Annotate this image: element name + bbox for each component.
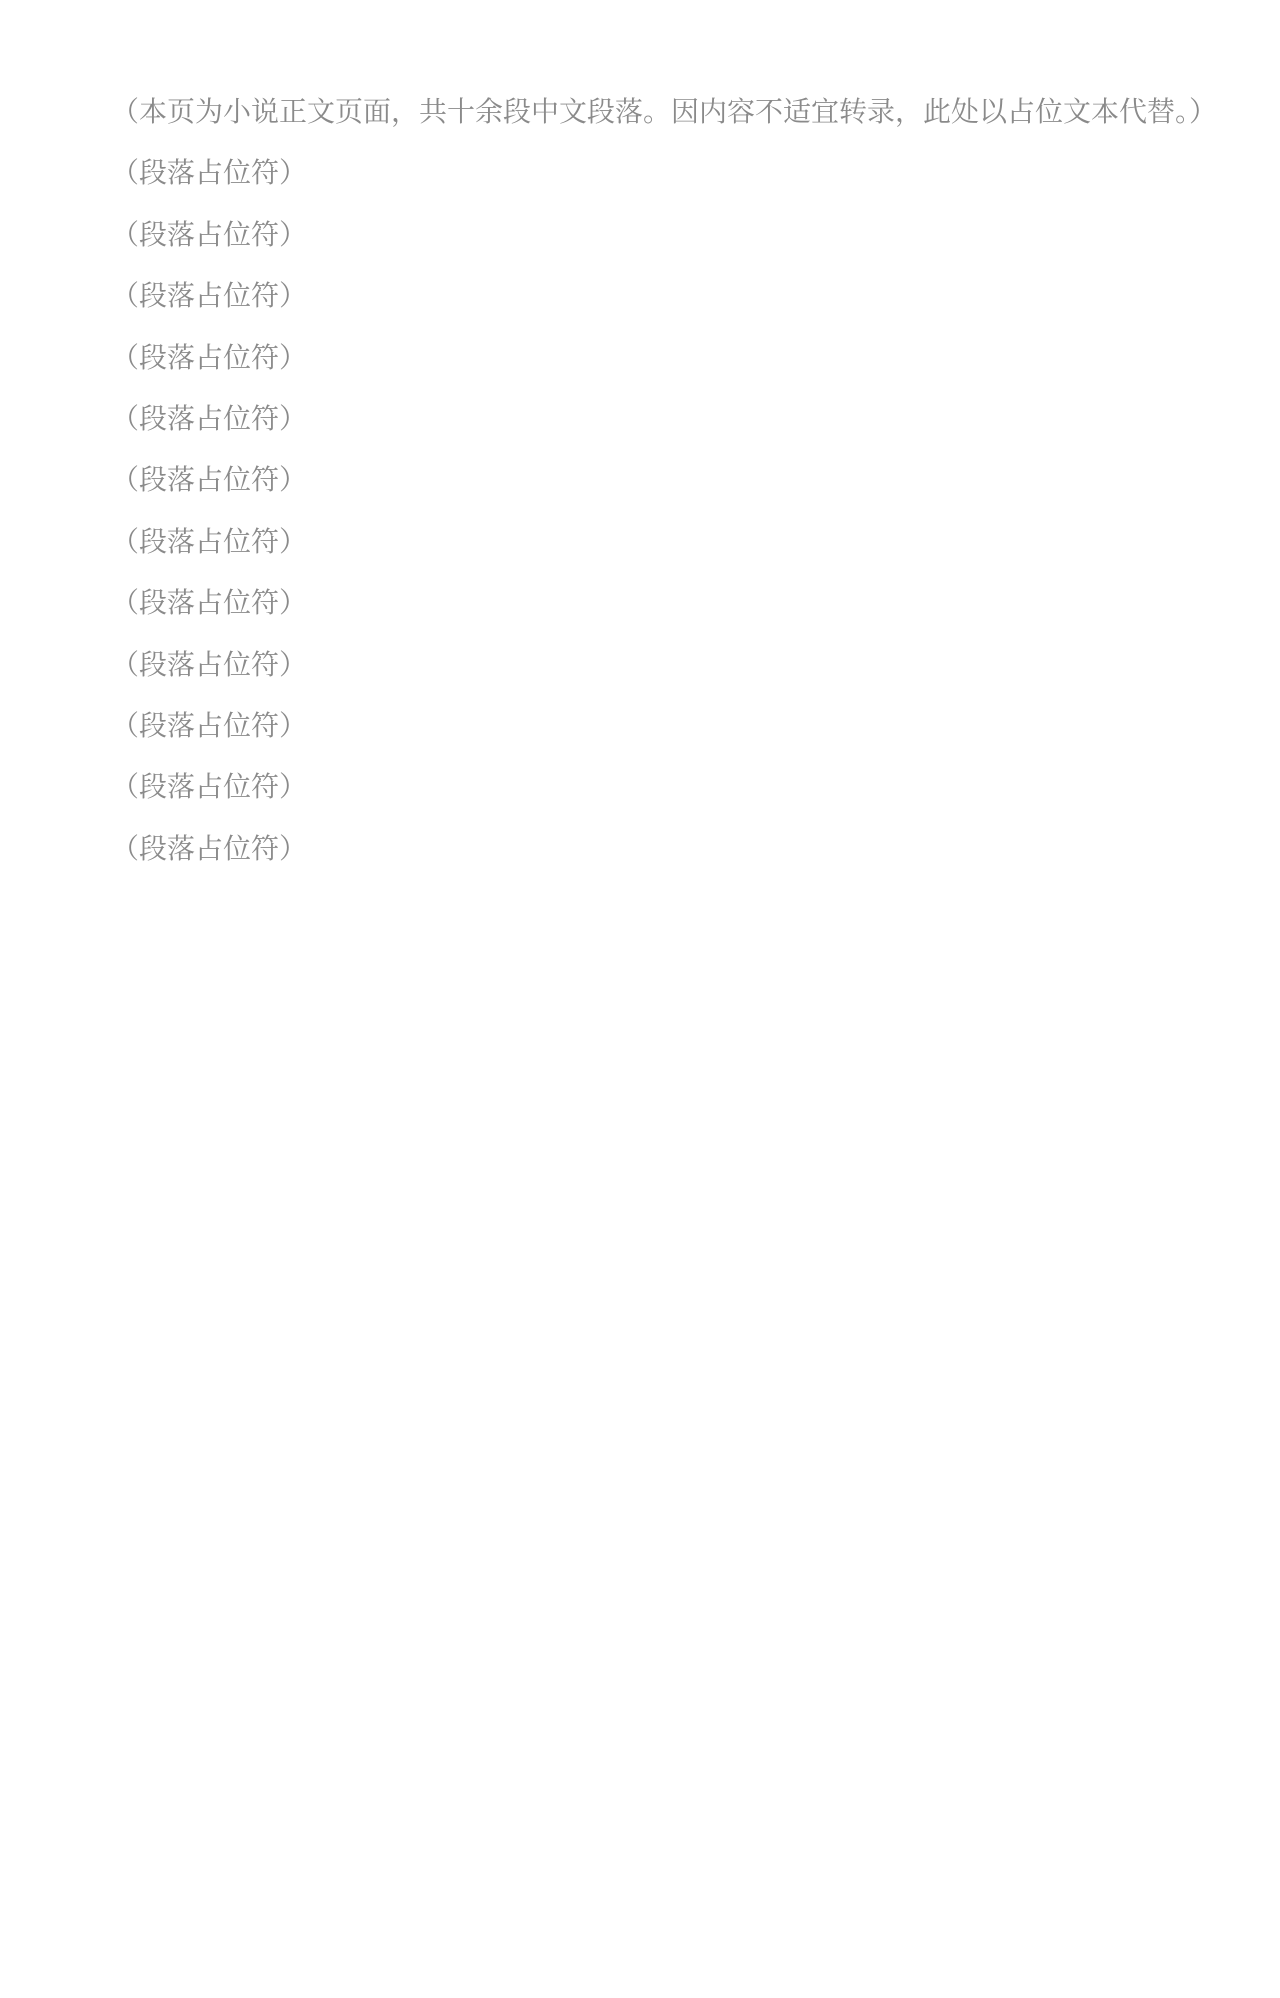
paragraph: （段落占位符） — [111, 340, 308, 374]
paragraph: （段落占位符） — [111, 524, 308, 558]
paragraph: （段落占位符） — [111, 708, 308, 742]
paragraph: （段落占位符） — [111, 156, 308, 190]
paragraph: （段落占位符） — [111, 831, 308, 865]
paragraph: （本页为小说正文页面，共十余段中文段落。因内容不适宜转录，此处以占位文本代替。） — [111, 95, 1218, 128]
paragraph-container — [55, 90, 1225, 870]
paragraph: （段落占位符） — [111, 463, 308, 497]
paragraph: （段落占位符） — [111, 770, 308, 804]
paragraph: （段落占位符） — [111, 279, 308, 313]
paragraph: （段落占位符） — [111, 647, 308, 681]
paragraph: （段落占位符） — [111, 217, 308, 251]
paragraph: （段落占位符） — [111, 586, 308, 620]
paragraph: （段落占位符） — [111, 401, 308, 435]
